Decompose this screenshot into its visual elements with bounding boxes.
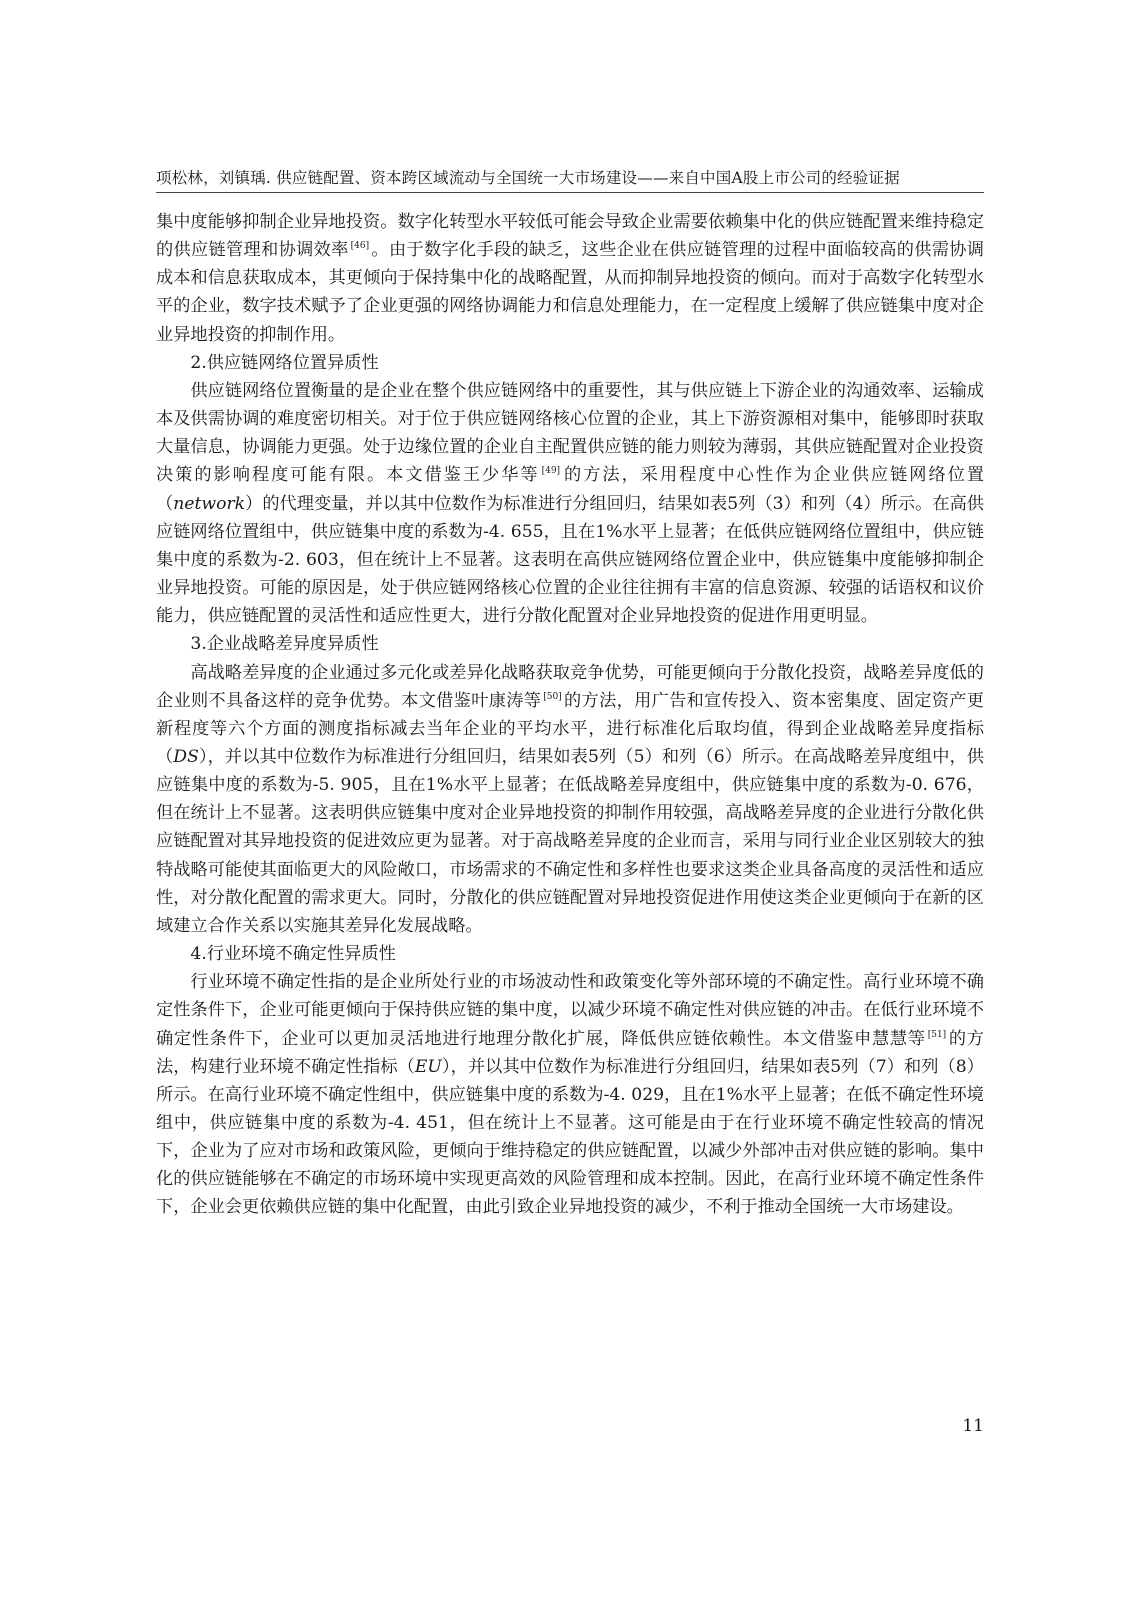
text-run: 的方法，构建行业环境不确定性指标（ (156, 1028, 984, 1077)
text-run: 集中度能够抑制企业异地投资。数字化转型水平较低可能会导致企业需要依赖集中化的供应链配置来维持稳定的供应链管理和协调效率 (156, 212, 984, 261)
citation-ref: [51] (927, 1029, 947, 1040)
text-run: ），并以其中位数作为标准进行分组回归，结果如表5列（7）和列（8）所示。在高行业环境不确定性组中，供应链集中度的系数为-4. 029，且在1%水平上显著；在低不确定性环境组中，供应链集中度的系数为-4. 451，但在统计上不显著。这可能是由于在行业环境不确定性较高的情况下，企业为了应对市场和政策风险，更倾向于维持稳定的供应链配置，以减少外部冲击对供应链的影响。集中化的供应链能够在不确定的市场环境中实现更高效的风险管理和成本控制。因此，在高行业环境不确定性条件下，企业会更依赖供应链的集中化配置，由此引致企业异地投资的减少，不利于推动全国统一大市场建设。 (156, 1056, 984, 1218)
running-header: 项松林，刘镇瑀. 供应链配置、资本跨区域流动与全国统一大市场建设——来自中国A股上市公司的经验证据 (156, 169, 900, 187)
page-number: 11 (962, 1416, 984, 1436)
citation-ref: [50] (543, 691, 562, 702)
text-run: 的方法，用广告和宣传投入、资本密集度、固定资产更新程度等六个方面的测度指标减去当年企业的平均水平，进行标准化后取均值，得到企业战略差异度指标（ (156, 690, 984, 767)
paragraph-environment-uncertainty (156, 968, 984, 1221)
citation-ref: [49] (541, 466, 561, 477)
section-heading-network-position: 2.供应链网络位置异质性 (190, 352, 379, 373)
variable-name: network (173, 493, 246, 514)
variable-name: DS (173, 746, 199, 767)
header-rule (156, 192, 984, 193)
variable-name: EU (414, 1056, 442, 1077)
paragraph-network-position (156, 377, 984, 630)
paragraph-digital-transformation (156, 208, 984, 349)
text-run: ）的代理变量，并以其中位数作为标准进行分组回归，结果如表5列（3）和列（4）所示。在高供应链网络位置组中，供应链集中度的系数为-4. 655，且在1%水平上显著；在低供应链网络位置组中，供应链集中度的系数为-2. 603，但在统计上不显著。这表明在高供应链网络位置企业中，供应链集中度能够抑制企业异地投资。可能的原因是，处于供应链网络核心位置的企业往往拥有丰富的信息资源、较强的话语权和议价能力，供应链配置的灵活性和适应性更大，进行分散化配置对企业异地投资的促进作用更明显。 (156, 493, 984, 627)
text-run: 高战略差异度的企业通过多元化或差异化战略获取竞争优势，可能更倾向于分散化投资，战略差异度低的企业则不具备这样的竞争优势。本文借鉴叶康涛等 (156, 662, 984, 711)
text-run: ），并以其中位数作为标准进行分组回归，结果如表5列（5）和列（6）所示。在高战略差异度组中，供应链集中度的系数为-5. 905，且在1%水平上显著；在低战略差异度组中，供应链集中度的系数为-0. 676，但在统计上不显著。这表明供应链集中度对企业异地投资的抑制作用较强，高战略差异度的企业进行分散化供应链配置对其异地投资的促进效应更为显著。对于高战略差异度的企业而言，采用与同行业企业区别较大的独特战略可能使其面临更大的风险敞口，市场需求的不确定性和多样性也要求这类企业具备高度的灵活性和适应性，对分散化配置的需求更大。同时，分散化的供应链配置对异地投资促进作用使这类企业更倾向于在新的区域建立合作关系以实施其差异化发展战略。 (156, 746, 984, 936)
text-run: 供应链网络位置衡量的是企业在整个供应链网络中的重要性，其与供应链上下游企业的沟通效率、运输成本及供需协调的难度密切相关。对于位于供应链网络核心位置的企业，其上下游资源相对集中，能够即时获取大量信息，协调能力更强。处于边缘位置的企业自主配置供应链的能力则较为薄弱，其供应链配置对企业投资决策的影响程度可能有限。本文借鉴王少华等 (156, 380, 984, 486)
text-run: 。由于数字化手段的缺乏，这些企业在供应链管理的过程中面临较高的供需协调成本和信息获取成本，其更倾向于保持集中化的战略配置，从而抑制异地投资的倾向。而对于高数字化转型水平的企业，数字技术赋予了企业更强的网络协调能力和信息处理能力，在一定程度上缓解了供应链集中度对企业异地投资的抑制作用。 (156, 240, 984, 345)
text-run: 的方法，采用程度中心性作为企业供应链网络位置（ (156, 465, 984, 514)
text-run: 行业环境不确定性指的是企业所处行业的市场波动性和政策变化等外部环境的不确定性。高行业环境不确定性条件下，企业可能更倾向于保持供应链的集中度，以减少环境不确定性对供应链的冲击。在低行业环境不确定性条件下，企业可以更加灵活地进行地理分散化扩展，降低供应链依赖性。本文借鉴申慧慧等 (156, 972, 984, 1049)
citation-ref: [46] (350, 241, 370, 252)
section-heading-strategic-difference: 3.企业战略差异度异质性 (190, 634, 379, 655)
paragraph-strategic-difference (156, 659, 984, 941)
body-text (156, 208, 984, 1222)
section-heading-environment-uncertainty: 4.行业环境不确定性异质性 (190, 944, 396, 965)
